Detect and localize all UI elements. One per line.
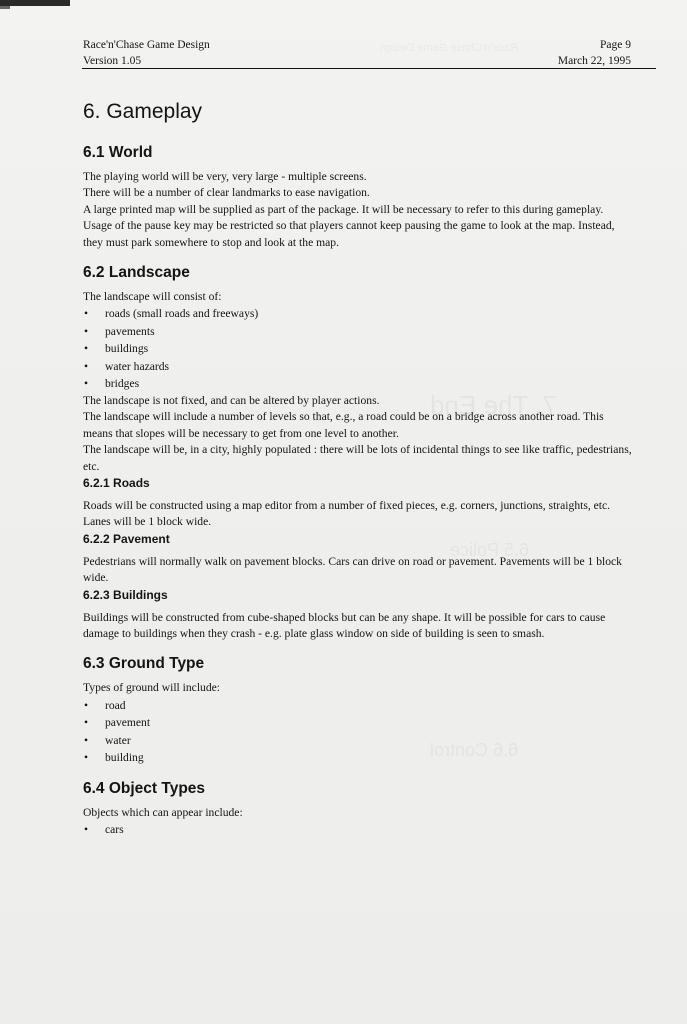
list-item: • cars [83,821,633,839]
paragraph: Roads will be constructed using a map editor from a number of fixed pieces, e.g. corners, junctions, straights, etc. Lanes will be 1 block wide. [83,498,611,529]
paragraph: The landscape will consist of: [83,290,222,304]
section-heading-ground-type: 6.3 Ground Type [83,655,205,673]
list-item: • road [83,697,633,715]
subsection-heading-buildings: 6.2.3 Buildings [83,587,168,602]
paragraph: A large printed map will be supplied as part of the package. It will be necessary to refer to this during gameplay. [83,202,604,216]
paragraph: There will be a number of clear landmarks to ease navigation. [83,186,370,200]
list-item: • buildings [83,340,633,358]
list-item: • pavements [83,323,633,341]
list-item: • bridges [83,375,633,393]
paragraph: Usage of the pause key may be restricted so that players cannot keep pausing the game to look at the map. Instead, they must park somewhere to stop and look at the map. [83,219,615,249]
object-types-list [83,821,633,839]
bleed-through-text [380,42,518,54]
list-item: • building [83,749,633,767]
paragraph: The landscape will be, in a city, highly populated : there will be lots of incidental things to see like traffic, pedestrians, etc. [83,443,632,473]
list-item: • water [83,732,633,750]
list-item: • pavement [83,714,633,732]
landscape-list [83,305,633,393]
paragraph: Objects which can appear include: [83,805,243,819]
paragraph: Buildings will be constructed from cube-shaped blocks but can be any shape. It will be possible for cars to cause damage to buildings when they crash - e.g. plate glass window on side of building is seen to smash. [83,610,606,640]
header-rule [82,68,656,69]
chapter-heading: 6. Gameplay [83,100,203,123]
ground-type-list [83,697,633,767]
section-heading-landscape: 6.2 Landscape [83,264,190,282]
list-item: • roads (small roads and freeways) [83,305,633,323]
paragraph: Types of ground will include: [83,681,221,695]
paragraph: The playing world will be very, very large - multiple screens. [83,170,367,183]
subsection-heading-roads: 6.2.1 Roads [83,475,150,490]
document-body [83,98,633,839]
paragraph: The landscape will include a number of levels so that, e.g., a road could be on a bridge across another road. This means that slopes will be necessary to get from one level to another. [83,410,604,440]
paragraph: The landscape is not fixed, and can be altered by player actions. [83,393,380,407]
header-page-number: Page 9 [600,39,631,51]
subsection-heading-pavement: 6.2.2 Pavement [83,531,170,546]
page-corner-shadow [0,0,70,6]
list-item: • water hazards [83,358,633,376]
paragraph: Pedestrians will normally walk on pavement blocks. Cars can drive on road or pavement. Pavements will be 1 block wide. [83,554,622,585]
header-version: Version 1.05 [83,55,142,67]
page-corner-shadow-edge [0,6,10,9]
header-date: March 22, 1995 [557,55,631,67]
header-document-title: Race'n'Chase Game Design [83,39,210,51]
section-heading-object-types: 6.4 Object Types [83,779,206,797]
section-heading-world: 6.1 World [83,144,153,161]
